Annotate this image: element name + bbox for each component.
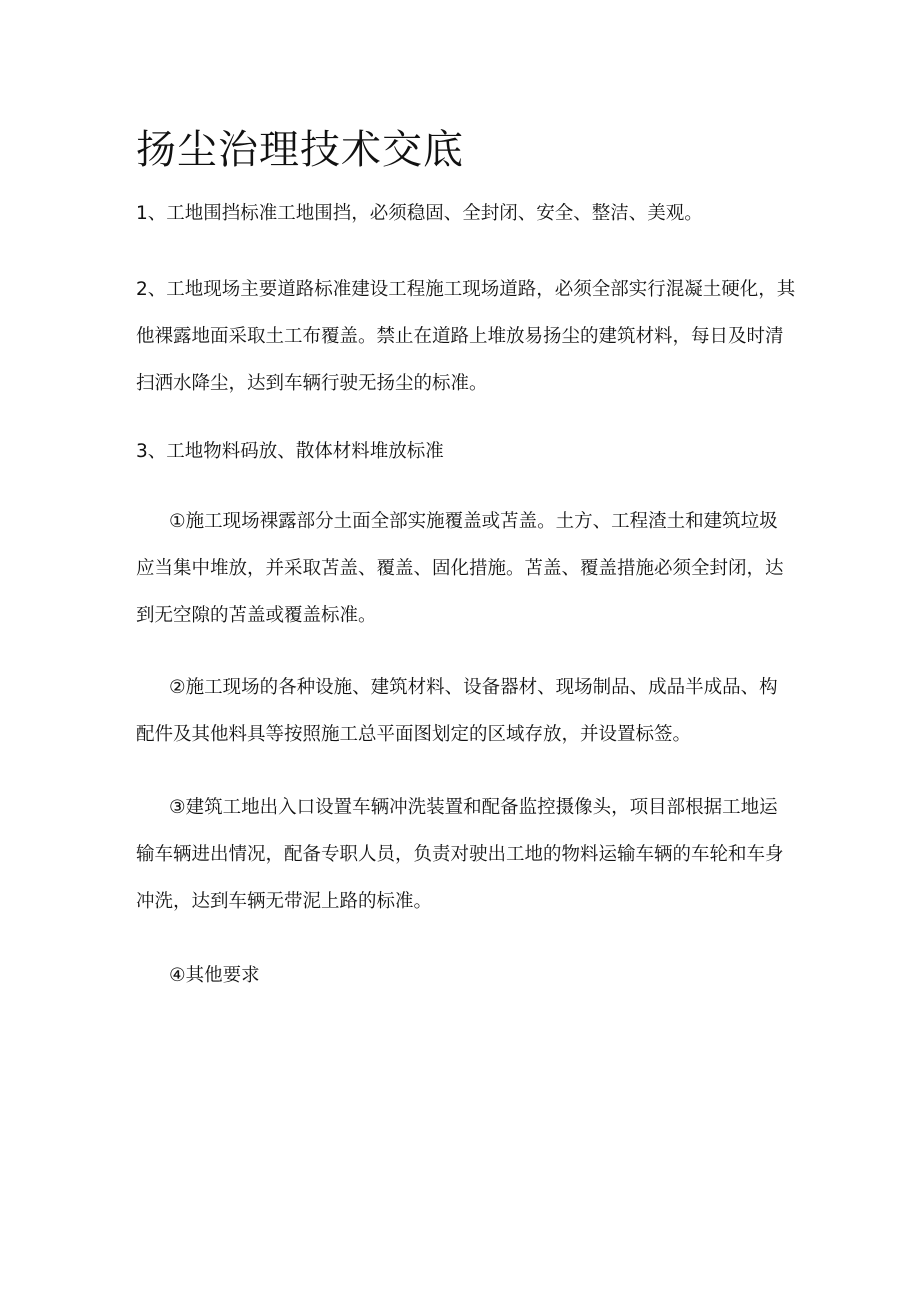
paragraph-3-item-2: ②施工现场的各种设施、建筑材料、设备器材、现场制品、成品半成品、构配件及其他料具等按照施工总平面图划定的区域存放，并设置标签。 [136, 677, 778, 745]
page-title: 扬尘治理技术交底 [136, 127, 464, 173]
paragraph-3-item-3: ③建筑工地出入口设置车辆冲洗装置和配备监控摄像头，项目部根据工地运输车辆进出情况，配备专职人员，负责对驶出工地的物料运输车辆的车轮和车身冲洗，达到车辆无带泥上路的标准。 [136, 797, 784, 912]
paragraph-3-item-4: ④其他要求 [169, 965, 260, 986]
paragraph-3-item-1: ①施工现场裸露部分土面全部实施覆盖或苫盖。土方、工程渣土和建筑垃圾应当集中堆放，并采取苫盖、覆盖、固化措施。苫盖、覆盖措施必须全封闭，达到无空隙的苫盖或覆盖标准。 [136, 511, 784, 626]
paragraph-3: 3、工地物料码放、散体材料堆放标准 [136, 441, 444, 462]
paragraph-1: 1、工地围挡标准工地围挡，必须稳固、全封闭、安全、整洁、美观。 [136, 203, 703, 224]
paragraph-2: 2、工地现场主要道路标准建设工程施工现场道路，必须全部实行混凝土硬化，其他裸露地面采取土工布覆盖。禁止在道路上堆放易扬尘的建筑材料，每日及时清扫洒水降尘，达到车辆行驶无扬尘的标准。 [136, 279, 796, 394]
